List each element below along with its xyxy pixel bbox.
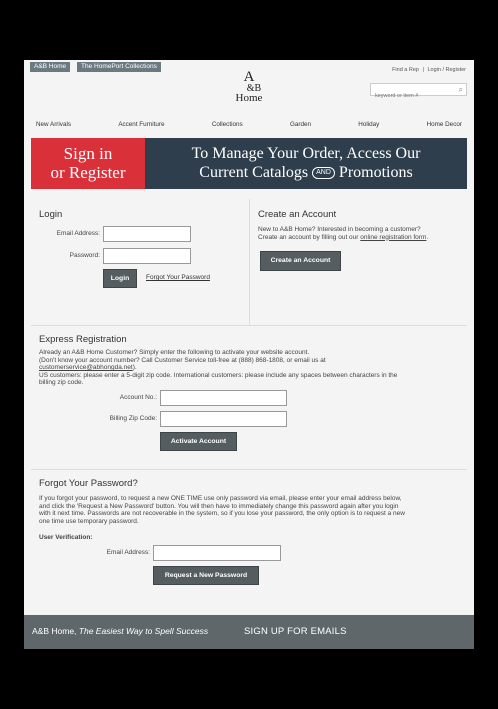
nav-collections[interactable]: Collections [211,121,243,128]
banner-signin-line1: Sign in [63,144,113,163]
express-text-line1: Already an A&B Home Customer? Simply enter the following to activate your website account. [39,349,310,356]
login-register-link[interactable]: Login / Register [427,67,466,73]
login-password-input[interactable] [104,254,190,268]
forgot-email-input[interactable] [154,551,280,565]
request-new-password-button[interactable]: Request a New Password [153,566,259,585]
banner-signin-line2: or Register [50,163,126,182]
banner-message-line1: To Manage Your Order, Access Our [191,145,421,162]
email-signup-link[interactable]: SIGN UP FOR EMAILS [244,626,347,637]
forgot-text-line3: with it next time. Passwords are not recoverable in the system, so if you lose your password, the only option is to request a new [39,510,405,518]
customer-service-email-link[interactable]: customerservice@abhongda.net [39,364,133,372]
logo-home: Home [235,92,263,104]
user-verification-label: User Verification: [39,534,93,541]
account-number-field [160,390,287,406]
registration-form-link[interactable]: online registration form [360,233,427,241]
logo-letter-a: A [243,69,255,85]
account-links [390,67,466,73]
create-account-text [258,226,468,241]
signin-banner [31,138,467,189]
express-text-line3 [39,364,469,372]
create-account-text-lead: Create an account by filling out our [258,233,361,241]
logo-ampersand-b: &B [246,83,262,94]
account-number-label: Account No.: [119,394,157,401]
express-text-line4: US customers: please enter a 5-digit zip code. International customers: please include any spaces between characters in the [39,371,398,379]
login-email-label: Email Address: [56,230,100,237]
express-text-line5: billing zip code. [39,379,84,387]
banner-catalogs-text: Current Catalogs [199,164,309,181]
search-icon[interactable]: ⌕ [458,85,463,94]
banner-signin-block [31,138,145,189]
express-text-line3-end: ). [132,364,137,372]
nav-accent-furniture[interactable]: Accent Furniture [118,121,165,128]
forgot-email-field [153,545,281,561]
create-account-title: Create an Account [258,209,337,220]
section-divider-2 [31,469,467,470]
forgot-password-text [39,495,469,525]
forgot-text-line4: one time use temporary password. [39,517,139,525]
and-badge: AND [312,167,335,179]
create-account-text-line2 [258,234,468,242]
main-nav [24,118,474,132]
create-account-text-line1: New to A&B Home? Interested in becoming a customer? [258,226,421,233]
login-email-input[interactable] [104,232,190,246]
login-button[interactable]: Login [103,269,137,288]
section-divider-1 [31,325,467,326]
forgot-text-line1: If you forgot your password, to request a new ONE TIME use only password via email, please enter your email address below, [39,495,402,502]
billing-zip-input[interactable] [161,417,286,431]
account-number-input[interactable] [161,396,286,410]
column-divider [249,199,250,325]
forgot-password-link[interactable]: Forgot Your Password [146,274,210,281]
express-registration-text [39,349,469,387]
banner-message-block [145,138,467,189]
forgot-text-line2: and click the 'Request a New Password' button. You will then have to immediately change this password again after you login [39,502,399,510]
forgot-password-title: Forgot Your Password? [39,478,138,489]
page-viewport [24,60,474,649]
footer-brand: A&B Home, [32,626,77,636]
footer-slogan: The Easiest Way to Spell Success [78,626,209,636]
login-title: Login [39,209,63,220]
ab-home-tab[interactable]: A&B Home [30,62,70,72]
create-account-text-end: . [426,233,429,241]
login-password-label: Password: [69,252,100,259]
banner-message-line2 [145,163,467,182]
nav-garden[interactable]: Garden [289,121,311,128]
nav-new-arrivals[interactable]: New Arrivals [36,121,71,128]
express-registration-title: Express Registration [39,334,127,345]
find-rep-link[interactable]: Find a Rep [392,67,419,73]
nav-home-decor[interactable]: Home Decor [426,121,462,128]
homeport-collections-tab[interactable]: The HomePort Collections [77,62,161,72]
nav-holiday[interactable]: Holiday [358,121,380,128]
billing-zip-label: Billing Zip Code: [109,415,157,422]
search-box [370,83,467,96]
login-email-field [103,226,191,242]
create-account-button[interactable]: Create an Account [260,251,341,271]
express-text-line2: (Don't know your account number? Call Customer Service toll-free at (888) 868-1808, or email us at [39,356,326,364]
ab-home-logo[interactable] [224,70,274,108]
footer [24,615,474,649]
search-input[interactable] [371,91,451,102]
banner-promotions-text: Promotions [338,164,413,181]
billing-zip-field [160,411,287,427]
separator: | [422,67,424,73]
login-password-field [103,248,191,264]
footer-tagline [32,626,208,636]
forgot-email-label: Email Address: [106,549,150,556]
activate-account-button[interactable]: Activate Account [160,432,237,451]
